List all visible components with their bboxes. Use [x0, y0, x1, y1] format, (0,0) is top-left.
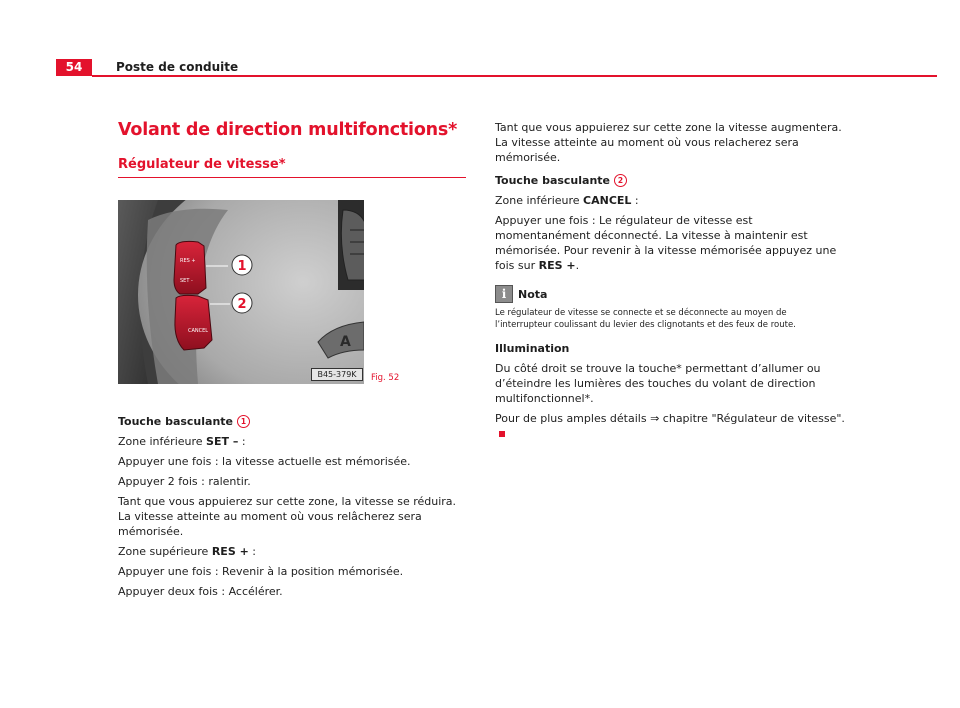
lower-zone-prefix: Zone inférieure [118, 435, 207, 448]
left-text-block [118, 414, 468, 604]
info-icon: i [495, 285, 513, 303]
marker-2: 2 [614, 174, 627, 187]
button-label-res: RES + [180, 258, 196, 264]
right-paragraph-2-text: Appuyer une fois : Le régulateur de vitesse est momentanément déconnecté. La vitesse à maintenir est mémorisée. Pour revenir à la vitesse mémorisée appuyez une fois sur [495, 214, 837, 272]
cancel-key: CANCEL [583, 194, 632, 207]
button-label-set: SET - [180, 278, 193, 284]
header-rule [92, 75, 937, 77]
cancel-zone-suffix: : [631, 194, 639, 207]
callout-1: 1 [237, 259, 247, 274]
left-paragraph-1: Appuyer une fois : la vitesse actuelle est mémorisée. [118, 455, 411, 468]
callout-2: 2 [237, 297, 247, 312]
page-number: 54 [56, 59, 92, 76]
lower-zone-line [118, 434, 468, 449]
lower-zone-suffix: : [238, 435, 246, 448]
end-of-section-marker [499, 431, 505, 437]
figure-label: Fig. 52 [371, 373, 400, 383]
rocker-1-heading-text: Touche basculante [118, 415, 234, 428]
illumination-heading: Illumination [495, 342, 570, 355]
res-key: RES + [211, 545, 249, 558]
upper-zone-prefix: Zone supérieure [118, 545, 212, 558]
set-key: SET – [206, 435, 239, 448]
rocker-2-heading [495, 173, 845, 188]
upper-zone-suffix: : [248, 545, 256, 558]
right-paragraph-2 [495, 213, 845, 273]
page-header [0, 0, 960, 78]
button-label-cancel: CANCEL [188, 328, 209, 334]
right-column [495, 120, 845, 446]
rocker-1-heading [118, 414, 468, 429]
right-paragraph-4-text: Pour de plus amples détails ⇒ chapitre "Régulateur de vitesse". [495, 412, 845, 425]
rocker-2-heading-text: Touche basculante [495, 174, 611, 187]
right-paragraph-1: Tant que vous appuierez sur cette zone la vitesse augmentera. La vitesse atteinte au moment où vous relacherez sera mémorisée. [495, 121, 842, 164]
cancel-zone-prefix: Zone inférieure [495, 194, 584, 207]
upper-zone-line [118, 544, 468, 559]
right-paragraph-4 [495, 411, 845, 441]
res-key-ref: RES + [538, 259, 576, 272]
section-subtitle: Régulateur de vitesse* [118, 156, 466, 178]
marker-1: 1 [237, 415, 250, 428]
left-paragraph-5: Appuyer deux fois : Accélérer. [118, 585, 283, 598]
left-paragraph-4: Appuyer une fois : Revenir à la position mémorisée. [118, 565, 404, 578]
cancel-zone-line [495, 193, 845, 208]
right-paragraph-2-end: . [575, 259, 580, 272]
left-paragraph-2: Appuyer 2 fois : ralentir. [118, 475, 251, 488]
page-title: Volant de direction multifonctions* [118, 120, 458, 140]
right-paragraph-3: Du côté droit se trouve la touche* permettant d’allumer ou d’éteindre les lumières des touches du volant de direction multifonctionnel*. [495, 362, 821, 405]
nota-text: Le régulateur de vitesse se connecte et se déconnecte au moyen de l’interrupteur coulissant du levier des clignotants et des feux de route. [495, 308, 796, 330]
nota-heading [495, 285, 845, 303]
nota-title: Nota [518, 287, 548, 301]
section-name: Poste de conduite [116, 60, 239, 74]
figure-code: B45-379K [311, 368, 363, 381]
steering-wheel-illustration [118, 200, 364, 384]
svg-text:A: A [340, 334, 351, 350]
left-paragraph-3: Tant que vous appuierez sur cette zone, la vitesse se réduira. La vitesse atteinte au moment où vous relâcherez sera mémorisée. [118, 495, 457, 538]
left-column-title [118, 118, 468, 178]
steering-wheel-figure [118, 200, 364, 384]
